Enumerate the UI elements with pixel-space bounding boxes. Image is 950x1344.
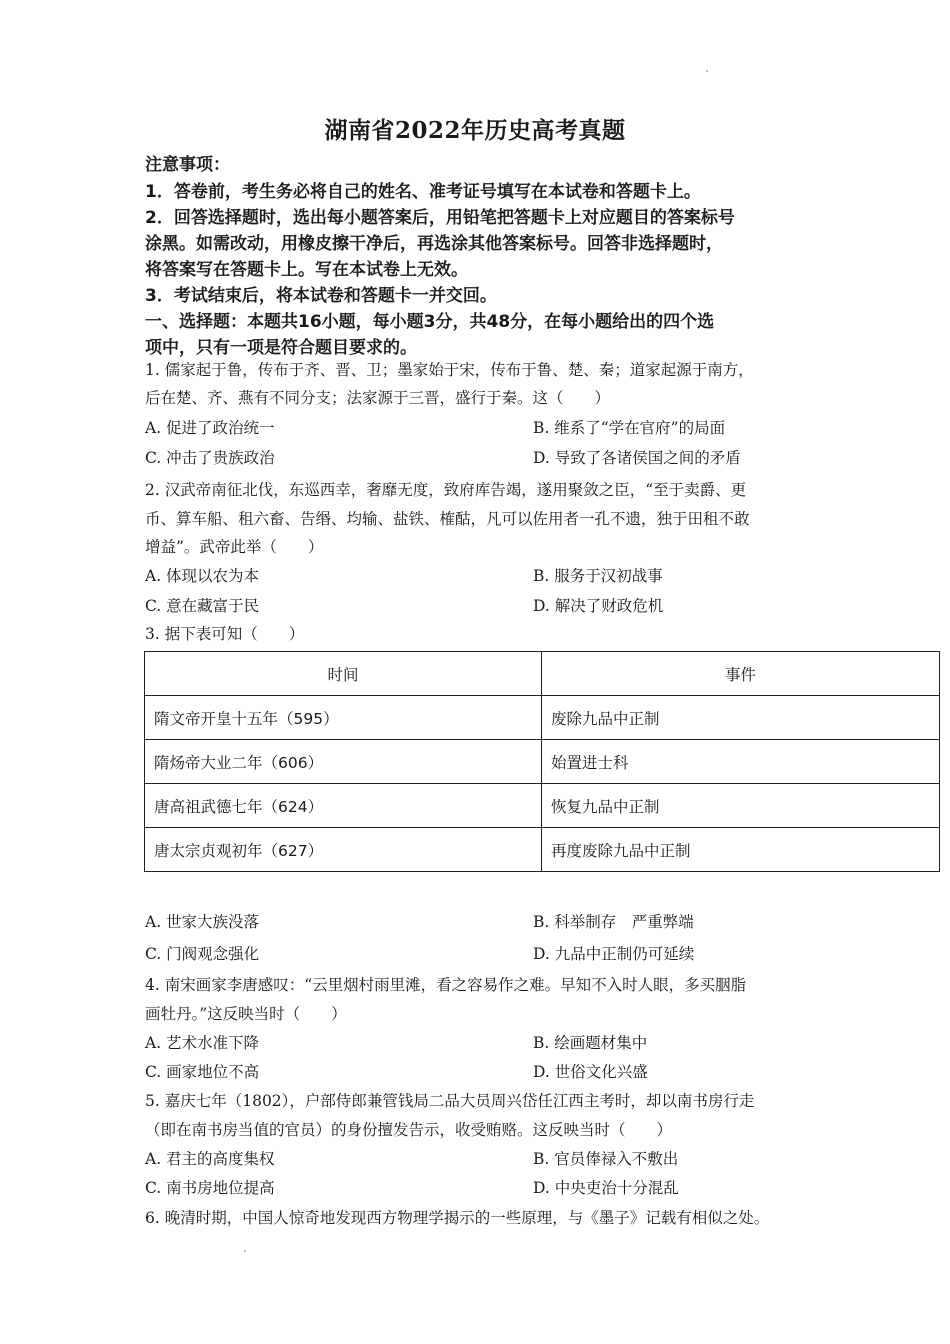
question-2-option-d: D. 解决了财政危机: [533, 597, 664, 615]
question-3-option-a: A. 世家大族没落: [145, 913, 260, 931]
question-4-stem: 4. 南宋画家李唐感叹：“云里烟村雨里滩，看之容易作之难。早知不入时人眼，多买胭脂: [145, 976, 747, 994]
table-header-row: [145, 652, 940, 696]
question-1-stem: 后在楚、齐、燕有不同分支；法家源于三晋，盛行于秦。这（ ）: [145, 389, 611, 407]
table-header-cell: 时间: [145, 652, 542, 696]
section-heading: 项中，只有一项是符合题目要求的。: [145, 338, 417, 358]
question-2-stem: 币、算车船、租六畜、告缗、均输、盐铁、榷酤，凡可以佐用者一孔不遗，独于田租不敢: [145, 510, 750, 528]
table-cell: 再度废除九品中正制: [542, 828, 940, 872]
table-cell: 唐高祖武德七年（624）: [145, 784, 542, 828]
table-header-cell: 事件: [542, 652, 940, 696]
table-cell: 唐太宗贞观初年（627）: [145, 828, 542, 872]
question-4-option-a: A. 艺术水准下降: [145, 1034, 260, 1052]
table-cell: 始置进士科: [542, 740, 940, 784]
question-2-option-b: B. 服务于汉初战事: [533, 567, 663, 585]
question-5-stem: （即在南书房当值的官员）的身份擅发告示，收受贿赂。这反映当时（ ）: [145, 1121, 673, 1139]
table-row: [145, 740, 940, 784]
question-3-option-d: D. 九品中正制仍可延续: [533, 945, 695, 963]
table-row: [145, 696, 940, 740]
page-title: 湖南省2022年历史高考真题: [324, 117, 626, 144]
section-heading: 一、选择题：本题共16小题，每小题3分，共48分，在每小题给出的四个选: [145, 312, 715, 332]
question-5-option-c: C. 南书房地位提高: [145, 1179, 275, 1197]
table-row: [145, 784, 940, 828]
question-2-option-c: C. 意在藏富于民: [145, 597, 260, 615]
question-6-stem: 6. 晚清时期，中国人惊奇地发现西方物理学揭示的一些原理，与《墨子》记载有相似之处。: [145, 1209, 770, 1227]
question-4-stem: 画牡丹。”这反映当时（ ）: [145, 1005, 347, 1023]
notice-line: 3．考试结束后，将本试卷和答题卡一并交回。: [145, 286, 497, 306]
scan-dot: [706, 70, 708, 72]
notice-line: 1．答卷前，考生务必将自己的姓名、准考证号填写在本试卷和答题卡上。: [145, 182, 701, 202]
table-cell: 废除九品中正制: [542, 696, 940, 740]
question-5-option-d: D. 中央吏治十分混乱: [533, 1179, 679, 1197]
question-1-option-d: D. 导致了各诸侯国之间的矛盾: [533, 449, 741, 467]
question-1-option-c: C. 冲击了贵族政治: [145, 449, 275, 467]
notice-heading: 注意事项：: [145, 155, 230, 175]
question-2-stem: 增益”。武帝此举（ ）: [145, 538, 324, 556]
question-4-option-c: C. 画家地位不高: [145, 1063, 260, 1081]
question-5-option-b: B. 官员俸禄入不敷出: [533, 1150, 679, 1168]
question-3-option-c: C. 门阀观念强化: [145, 945, 260, 963]
table-cell: 隋炀帝大业二年（606）: [145, 740, 542, 784]
table-cell: 恢复九品中正制: [542, 784, 940, 828]
question-3-table: [144, 651, 940, 872]
notice-line: 涂黑。如需改动，用橡皮擦干净后，再选涂其他答案标号。回答非选择题时，: [145, 234, 723, 254]
question-2-stem: 2. 汉武帝南征北伐，东巡西幸，奢靡无度，致府库告竭，遂用聚敛之臣，“至于卖爵、更: [145, 481, 747, 499]
scan-dot: [244, 1250, 246, 1252]
table-row: [145, 828, 940, 872]
table-cell: 隋文帝开皇十五年（595）: [145, 696, 542, 740]
question-1-option-b: B. 维系了“学在官府”的局面: [533, 419, 726, 437]
question-4-option-d: D. 世俗文化兴盛: [533, 1063, 648, 1081]
question-3-stem: 3. 据下表可知（ ）: [145, 625, 305, 643]
notice-line: 2．回答选择题时，选出每小题答案后，用铅笔把答题卡上对应题目的答案标号: [145, 208, 735, 228]
notice-line: 将答案写在答题卡上。写在本试卷上无效。: [145, 260, 468, 280]
question-4-option-b: B. 绘画题材集中: [533, 1034, 648, 1052]
question-2-option-a: A. 体现以农为本: [145, 567, 260, 585]
question-3-option-b: B. 科举制存 严重弊端: [533, 913, 694, 931]
question-1-option-a: A. 促进了政治统一: [145, 419, 275, 437]
question-1-stem: 1. 儒家起于鲁，传布于齐、晋、卫；墨家始于宋，传布于鲁、楚、秦；道家起源于南方，: [145, 361, 754, 379]
question-5-stem: 5. 嘉庆七年（1802），户部侍郎兼管钱局二品大员周兴岱任江西主考时，却以南书房行走: [145, 1092, 755, 1110]
question-5-option-a: A. 君主的高度集权: [145, 1150, 275, 1168]
